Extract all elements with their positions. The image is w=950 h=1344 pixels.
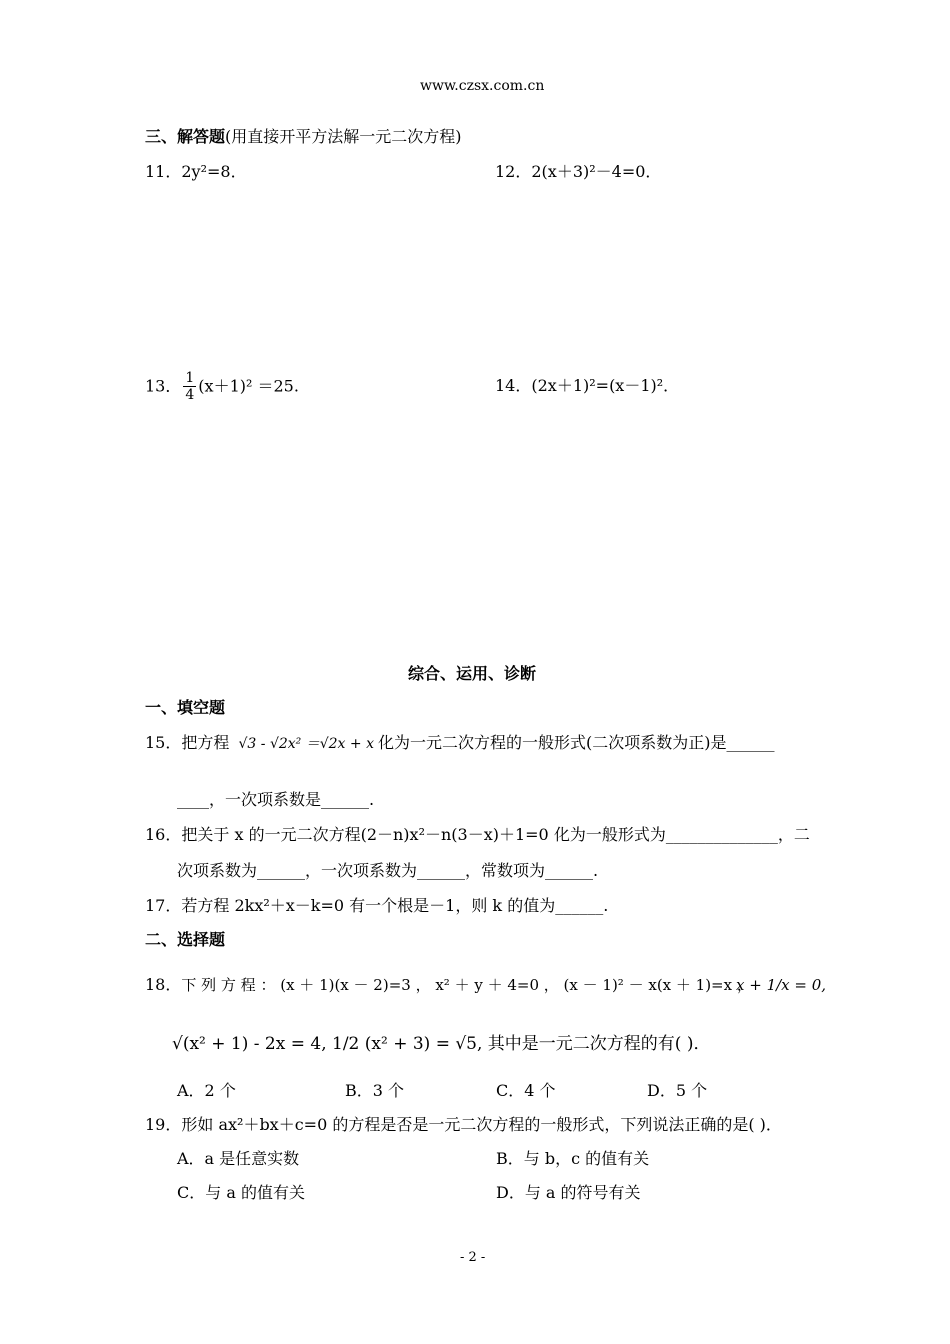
question-text: (2x＋1)²=(x－1)²． (531, 376, 680, 395)
question-tail: 化为一元二次方程的一般形式(二次项系数为正)是______ (377, 733, 775, 752)
question-11 (145, 162, 247, 182)
question-15 (145, 733, 774, 754)
question-lead: 把方程 (181, 733, 230, 752)
question-18-option-d: D．5 个 (647, 1081, 708, 1100)
question-number: 11． (145, 162, 182, 181)
question-text: 把关于 x 的一元二次方程(2－n)x²－n(3－x)＋1=0 化为一般形式为______________，二 (181, 825, 810, 844)
section-1-title: 一、填空题 (145, 698, 226, 717)
question-18 (145, 975, 752, 995)
question-12 (495, 162, 661, 182)
question-17 (145, 896, 608, 916)
fraction-numerator: 1 (185, 370, 195, 386)
question-16 (145, 825, 810, 845)
header-url: www.czsx.com.cn (420, 78, 545, 94)
question-14 (495, 376, 679, 396)
question-16-line-2: 次项系数为______，一次项系数为______，常数项为______. (177, 861, 599, 880)
section-3-title: 三、解答题 (145, 127, 226, 146)
question-text: 下 列 方 程 ： (x ＋ 1)(x － 2)=3 ， x² ＋ y ＋ 4=0 ， (x － 1)² － x(x ＋ 1)=x ， (181, 976, 752, 994)
question-18-option-a: A．2 个 (177, 1081, 236, 1100)
question-15-line-2: ____，一次项系数是______. (177, 790, 375, 809)
section-2-title: 二、选择题 (145, 930, 226, 949)
question-number: 12． (495, 162, 532, 181)
fraction (183, 370, 196, 403)
question-number: 13． (145, 376, 182, 396)
question-number: 18． (145, 975, 182, 994)
question-text: 形如 ax²＋bx＋c=0 的方程是否是一元二次方程的一般形式，下列说法正确的是( )． (181, 1115, 782, 1134)
page-number: - 2 - (460, 1250, 486, 1265)
question-number: 14． (495, 376, 532, 395)
question-13 (145, 370, 299, 403)
question-number: 16． (145, 825, 182, 844)
part-title: 综合、运用、诊断 (408, 664, 537, 683)
question-19-option-d: D．与 a 的符号有关 (496, 1183, 641, 1202)
question-18-option-c: C．4 个 (496, 1081, 556, 1100)
question-number: 19． (145, 1115, 182, 1134)
question-19-option-c: C．与 a 的值有关 (177, 1183, 305, 1202)
question-number: 17． (145, 896, 182, 915)
question-18-line-2: √(x² + 1) - 2x = 4, 1/2 (x² + 3) = √5, 其中是一元二次方程的有( )． (172, 1034, 711, 1054)
question-text: 2y²=8． (181, 162, 247, 181)
equation: √3 - √2x² ＝√2x + x (238, 736, 374, 752)
section-3-note: (用直接开平方法解一元二次方程) (225, 127, 462, 146)
equation-rest: (x＋1)² ＝25. (198, 376, 299, 396)
question-18-option-b: B．3 个 (345, 1081, 405, 1100)
question-18-equation-tail: x + 1/x = 0, (736, 976, 827, 994)
question-number: 15． (145, 733, 182, 752)
section-3-heading (145, 127, 462, 147)
fraction-denominator: 4 (185, 387, 195, 403)
question-text: 若方程 2kx²＋x－k=0 有一个根是－1，则 k 的值为______. (181, 896, 609, 915)
question-19-option-b: B．与 b，c 的值有关 (496, 1149, 650, 1168)
question-19-option-a: A．a 是任意实数 (177, 1149, 300, 1168)
question-19 (145, 1115, 782, 1135)
question-text: 2(x＋3)²－4=0． (531, 162, 662, 181)
